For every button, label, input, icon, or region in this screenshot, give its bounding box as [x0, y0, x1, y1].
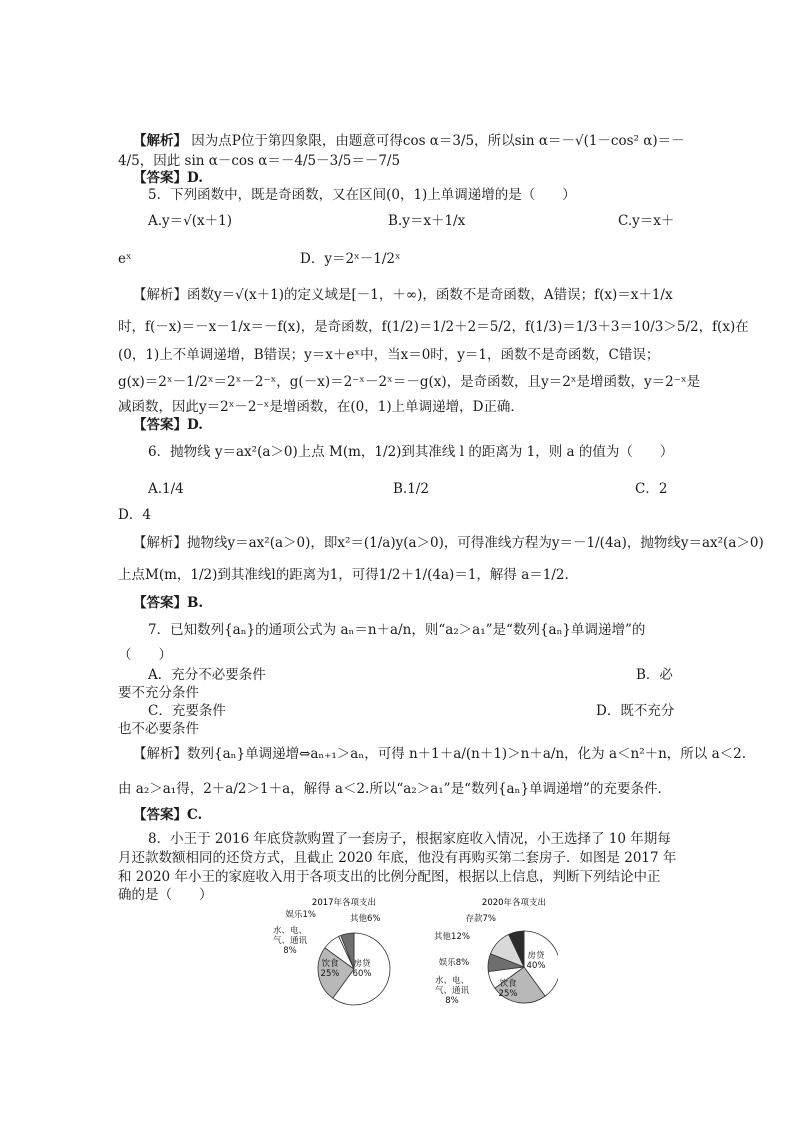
pie-label-3: 娱乐1% [285, 910, 316, 920]
pie-label-4: 其他6% [350, 914, 381, 924]
q8-stem-line3: 和 2020 年小王的家庭收入用于各项支出的比例分配图，根据以上信息，判断下列结论中正 [118, 869, 661, 885]
q5-analysis-line3: (0，1)上不单调递增，B错误；y＝x＋eˣ中，当x＝0时，y＝1，函数不是奇函数，C错误； [118, 347, 660, 363]
q5-analysis-line1: 【解析】函数y＝√(x＋1)的定义域是[－1，＋∞)，函数不是奇函数，A错误；f(x)＝x＋1/x [133, 287, 673, 303]
q7-option-d: D．既不充分 [596, 703, 675, 719]
pie-label-4: 其他12% [434, 932, 470, 942]
q6-option-b: B.1/2 [393, 481, 429, 497]
q7-analysis-line1: 【解析】数列{aₙ}单调递增⇔aₙ₊₁＞aₙ，可得 n＋1＋a/(n＋1)＞n＋a/n，化为 a＜n²＋n，所以 a＜2. [133, 746, 747, 762]
q6-answer: 【答案】B. [133, 595, 204, 611]
q5-option-d: D．y＝2ˣ－1/2ˣ [300, 251, 401, 267]
q6-option-d: D．4 [118, 507, 151, 523]
q5-analysis-line5: 减函数，因此y＝2ˣ－2⁻ˣ是增函数，在(0，1)上单调递增，D正确． [118, 399, 524, 415]
q5-option-a: A.y＝√(x＋1) [148, 213, 233, 229]
q8-stem-line4: 确的是（ ） [118, 887, 213, 903]
q7-option-c: C．充要条件 [148, 703, 226, 719]
pie-label-1: 饮食 25% [498, 979, 518, 999]
q6-analysis-line2: 上点M(m，1/2)到其准线l的距离为1，可得1/2＋1/(4a)＝1，解得 a＝1/2. [118, 567, 569, 583]
q5-stem: 5．下列函数中，既是奇函数，又在区间(0，1)上单调递增的是（ ） [148, 187, 576, 203]
q7-option-b-cont: 要不充分条件 [118, 685, 199, 701]
q8-stem-line2: 月还款数额相同的还贷方式，且截止 2020 年底，他没有再购买第二套房子．如图是 2017 年 [118, 850, 677, 866]
q5-option-c-cont: eˣ [118, 251, 132, 267]
analysis-label: 【解析】 [133, 133, 187, 149]
pie-title: 2017年各项支出 [311, 898, 377, 908]
q5-analysis-line4: g(x)＝2ˣ－1/2ˣ＝2ˣ－2⁻ˣ，g(－x)＝2⁻ˣ－2ˣ＝－g(x)，是奇函数，且y＝2ˣ是增函数，y＝2⁻ˣ是 [118, 374, 701, 390]
q5-option-c: C.y＝x＋ [618, 213, 675, 229]
pie-label-0: 房贷 60% [352, 959, 372, 979]
pie-label-2: 水、电、气、通讯 8% [272, 926, 308, 956]
q5-analysis-line2: 时，f(－x)＝－x－1/x＝－f(x)，是奇函数，f(1/2)＝1/2＋2＝5/2，f(1/3)＝1/3＋3＝10/3＞5/2，f(x)在 [118, 319, 749, 335]
pie-label-5: 存款7% [465, 914, 496, 924]
q4-analysis-line2: 4/5，因此 sin α－cos α＝－4/5－3/5＝－7/5 [118, 153, 401, 169]
q6-option-c: C．2 [635, 481, 668, 497]
q7-answer: 【答案】C. [133, 807, 203, 823]
pie-label-1: 饮食 25% [320, 959, 340, 979]
q4-answer: 【答案】D. [133, 170, 203, 186]
q5-answer: 【答案】D. [133, 417, 203, 433]
q5-option-b: B.y＝x＋1/x [388, 213, 466, 229]
pie-chart-2020 [418, 895, 558, 1025]
pie-label-2: 水、电、气、通讯 8% [434, 976, 470, 1006]
q7-option-b: B．必 [636, 667, 673, 683]
analysis-text: 因为点P位于第四象限，由题意可得cos α＝3/5，所以sin α＝－√(1－cos² α)＝－ [191, 133, 685, 149]
q7-option-d-cont: 也不必要条件 [118, 721, 199, 737]
q6-option-a: A.1/4 [148, 481, 184, 497]
pie-title: 2020年各项支出 [481, 898, 547, 908]
q7-stem-cont: （ ） [118, 647, 172, 663]
q7-option-a: A．充分不必要条件 [148, 667, 266, 683]
q7-stem: 7．已知数列{aₙ}的通项公式为 aₙ＝n＋a/n，则“a₂＞a₁”是“数列{aₙ}单调递增”的 [148, 622, 646, 638]
q6-stem: 6．抛物线 y＝ax²(a＞0)上点 M(m，1/2)到其准线 l 的距离为 1，则 a 的值为（ ） [148, 444, 674, 460]
pie-label-3: 娱乐8% [438, 958, 470, 968]
q7-analysis-line2: 由 a₂＞a₁得，2＋a/2＞1＋a，解得 a＜2.所以“a₂＞a₁”是“数列{aₙ}单调递增”的充要条件． [118, 781, 671, 797]
q8-stem-line1: 8．小王于 2016 年底贷款购置了一套房子，根据家庭收入情况，小王选择了 10 年期每 [148, 831, 671, 847]
q6-analysis-line1: 【解析】抛物线y＝ax²(a＞0)，即x²＝(1/a)y(a＞0)，可得准线方程为y＝－1/(4a)，抛物线y＝ax²(a＞0) [133, 535, 764, 551]
pie-chart-2017 [258, 895, 398, 1025]
pie-label-0: 房贷 40% [526, 951, 546, 971]
q4-analysis-line1 [133, 132, 685, 150]
